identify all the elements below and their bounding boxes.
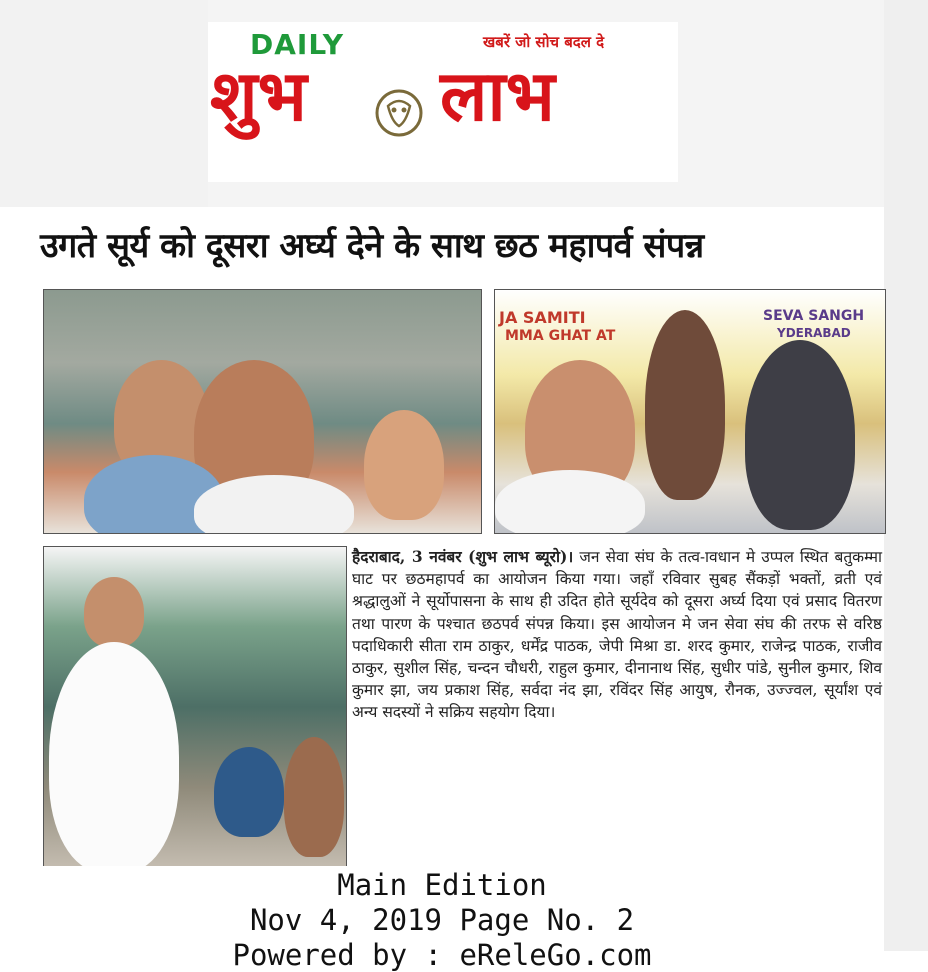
masthead-band [0, 0, 884, 207]
brand-tagline: खबरें जो सोच बदल दे [483, 33, 605, 51]
article-dateline: हैदराबाद, 3 नवंबर (शुभ लाभ ब्यूरो)। [352, 547, 574, 566]
footer-date-page: Nov 4, 2019 Page No. 2 [249, 903, 635, 937]
footer-powered-by: Powered by : eReleGo.com [232, 938, 652, 972]
person-figure [214, 747, 284, 837]
person-figure [495, 470, 645, 534]
person-figure [49, 642, 179, 868]
brand-name-left: शुभ [210, 55, 307, 137]
person-figure [745, 340, 855, 530]
brand-daily: DAILY [250, 28, 345, 61]
banner-text: YDERABAD [777, 326, 851, 340]
person-figure [645, 310, 725, 500]
person-figure [284, 737, 344, 857]
brand-name-right: लाभ [440, 55, 555, 137]
article-body [352, 546, 882, 724]
right-margin [884, 0, 928, 951]
photo-man-at-ghat [43, 546, 347, 868]
banner-text: JA SAMITI [499, 308, 586, 327]
article-text: जन सेवा संघ के तत्व-ावधान मे उप्पल स्थित बतुकम्मा घाट पर छठमहापर्व का आयोजन किया गया। जहाँ रविवार सुबह सैंकड़ों भक्तों, व्रती एवं श्रद्धालुओं ने सूर्योपासना के साथ ही उदित होते सूर्यदेव को दूसरा अर्घ्य दिया एवं प्रसाद वितरण तथा पारण के पश्चात छठपर्व संपन्न किया। इस आयोजन मे जन सेवा संघ की तरफ से वरिष्ठ पदाधिकारी सीता राम ठाकुर, धर्मेंद्र पाठक, जेपी मिश्रा डा. शरद कुमार, राजेन्द्र पाठक, राजीव ठाकुर, सुशील सिंह, चन्दन चौधरी, राहुल कुमार, दीनानाथ सिंह, सुधीर पांडे, सुनील कुमार, शिव कुमार झा, जय प्रकाश सिंह, सर्वदा नंद झा, रविंदर सिंह आयुष, रौनक, उज्ज्वल, सूर्यांश एवं अन्य सदस्यों ने सक्रिय सहयोग दिया। [352, 548, 882, 722]
person-figure [364, 410, 444, 520]
masthead-left-margin [0, 0, 208, 207]
person-figure [84, 577, 144, 647]
masthead [208, 22, 678, 182]
ganesh-icon [370, 84, 428, 142]
person-figure [194, 475, 354, 534]
photo-group-banner [494, 289, 886, 534]
footer-edition: Main Edition [337, 868, 547, 902]
article-headline: उगते सूर्य को दूसरा अर्घ्य देने के साथ छठ महापर्व संपन्न [40, 226, 704, 266]
banner-text: MMA GHAT AT [505, 328, 616, 344]
photo-selfie-ghat [43, 289, 482, 534]
banner-text: SEVA SANGH [763, 308, 865, 324]
